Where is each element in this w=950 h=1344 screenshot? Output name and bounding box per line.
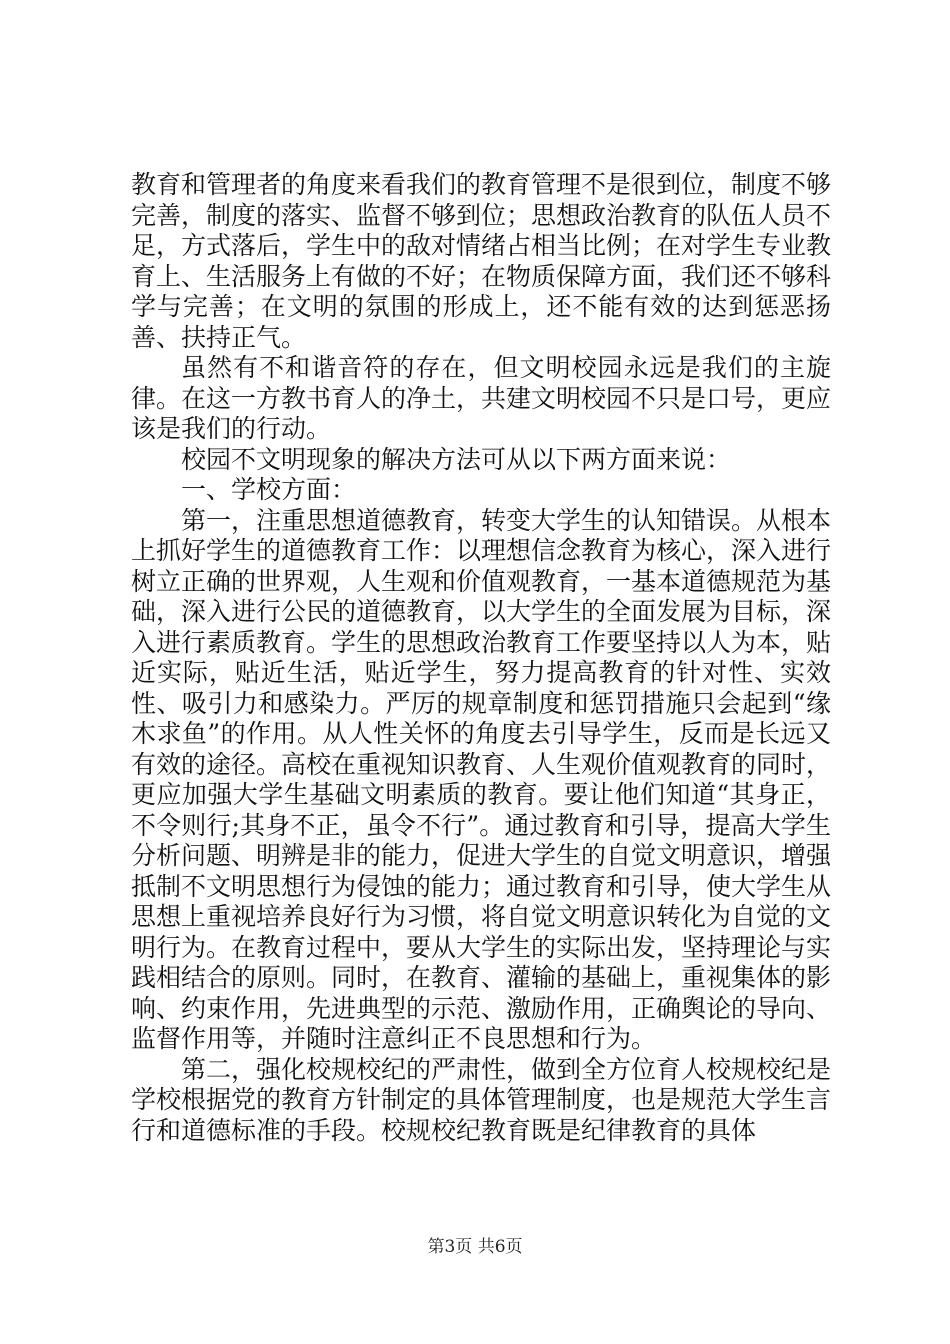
paragraph-point-one: 第一，注重思想道德教育，转变大学生的认知错误。从根本上抓好学生的道德教育工作：以理想信念教育为核心，深入进行树立正确的世界观，人生观和价值观教育，一基本道德规范为基础，深入进行公民的道德教育，以大学生的全面发展为目标，深入进行素质教育。学生的思想政治教育工作要坚持以人为本，贴近实际，贴近生活，贴近学生，努力提高教育的针对性、实效性、吸引力和感染力。严厉的规章制度和惩罚措施只会起到“缘木求鱼”的作用。从人性关怀的角度去引导学生，反而是长远又有效的途径。高校在重视知识教育、人生观价值观教育的同时，更应加强大学生基础文明素质的教育。要让他们知道“其身正，不令则行;其身不正，虽令不行”。通过教育和引导，提高大学生分析问题、明辨是非的能力，促进大学生的自觉文明意识，增强抵制不文明思想行为侵蚀的能力；通过教育和引导，使大学生从思想上重视培养良好行为习惯，将自觉文明意识转化为自觉的文明行为。在教育过程中，要从大学生的实际出发，坚持理论与实践相结合的原则。同时，在教育、灌输的基础上，重视集体的影响、约束作用，先进典型的示范、激励作用，正确舆论的导向、监督作用等，并随时注意纠正不良思想和行为。 bbox=[131, 505, 832, 1053]
paragraph-main-theme: 虽然有不和谐音符的存在，但文明校园永远是我们的主旋律。在这一方教书育人的净土，共建文明校园不只是口号，更应该是我们的行动。 bbox=[131, 353, 832, 443]
paragraph-solutions-intro: 校园不文明现象的解决方法可从以下两方面来说： bbox=[181, 444, 732, 474]
section-heading-school: 一、学校方面： bbox=[181, 475, 357, 504]
document-body bbox=[131, 170, 831, 1146]
page-number-footer: 第3页 共6页 bbox=[427, 1237, 523, 1257]
paragraph-point-two: 第二，强化校规校纪的严肃性，做到全方位育人校规校纪是学校根据党的教育方针制定的具体管理制度，也是规范大学生言行和道德标准的手段。校规校纪教育既是纪律教育的具体 bbox=[131, 1054, 832, 1145]
paragraph-continuation: 教育和管理者的角度来看我们的教育管理不是很到位，制度不够完善，制度的落实、监督不够到位；思想政治教育的队伍人员不足，方式落后，学生中的敌对情绪占相当比例；在对学生专业教育上、生活服务上有做的不好；在物质保障方面，我们还不够科学与完善；在文明的氛围的形成上，还不能有效的达到惩恶扬善、扶持正气。 bbox=[131, 170, 832, 352]
